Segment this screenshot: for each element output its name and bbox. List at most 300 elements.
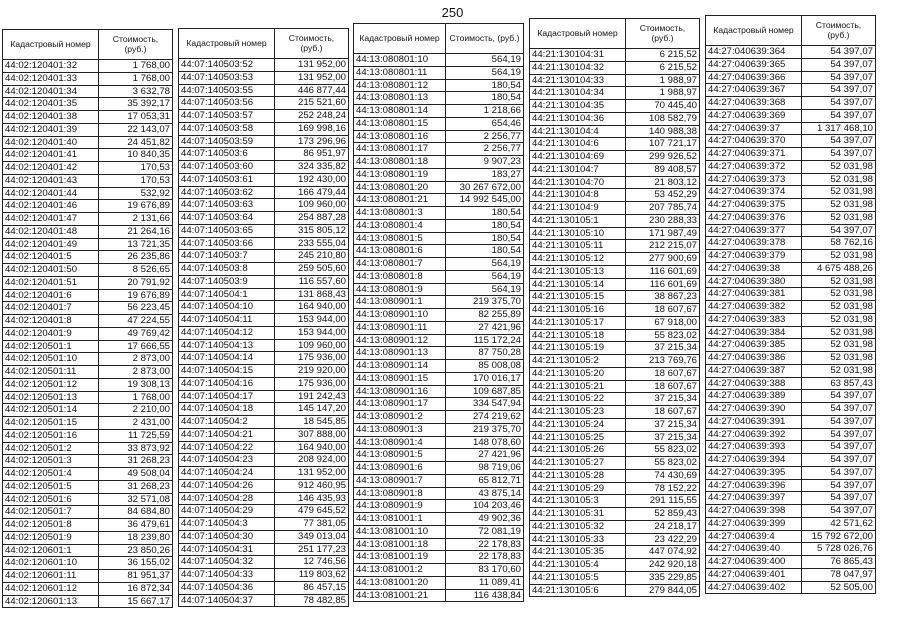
cost-value: 21 264,16 [99,225,173,238]
cadastral-number: 44:13:081001:19 [354,551,446,564]
cost-value: 86 457,15 [275,581,349,594]
cadastral-number: 44:13:080801:21 [354,194,446,207]
cadastral-number: 44:02:120601:1 [3,544,99,557]
cadastral-number: 44:21:130105:29 [530,482,626,495]
table-row [530,520,700,533]
cadastral-number: 44:21:130105:18 [530,329,626,342]
table-row [179,275,349,288]
cadastral-number: 44:27:040639:368 [706,97,802,110]
cadastral-number: 44:07:140504:3 [179,518,275,531]
cadastral-number: 44:27:040639:373 [706,173,802,186]
cost-value: 2 210,00 [99,404,173,417]
cost-value: 109 960,00 [275,339,349,352]
table-row [354,513,524,526]
cadastral-number: 44:07:140504:15 [179,365,275,378]
table-row [354,245,524,258]
table-row [530,329,700,342]
cadastral-number: 44:13:080801:11 [354,66,446,79]
cost-value: 11 089,41 [446,576,524,589]
cadastral-number: 44:07:140504:26 [179,479,275,492]
cadastral-number: 44:27:040639:37 [706,122,802,135]
cost-value: 54 397,07 [802,479,876,492]
cadastral-number: 44:27:040639:370 [706,135,802,148]
table-row [706,581,876,594]
table-row [3,162,173,175]
cadastral-number: 44:07:140503:65 [179,224,275,237]
table-row [3,302,173,315]
table-row [179,59,349,72]
table-row [179,365,349,378]
cost-value: 183,27 [446,168,524,181]
cost-value: 208 924,00 [275,454,349,467]
cost-value: 170,53 [99,174,173,187]
cadastral-number: 44:07:140503:64 [179,212,275,225]
cost-value: 36 155,02 [99,557,173,570]
cost-value: 55 823,02 [626,329,700,342]
table-row [179,492,349,505]
cost-value: 166 479,44 [275,186,349,199]
cadastral-number: 44:27:040639:377 [706,224,802,237]
table-row [354,219,524,232]
table-row [354,270,524,283]
cadastral-number: 44:27:040639:375 [706,199,802,212]
table-row [530,355,700,368]
cost-value: 307 888,00 [275,428,349,441]
cost-value: 564,19 [446,258,524,271]
cost-value: 180,54 [446,232,524,245]
cadastral-number: 44:02:120401:39 [3,123,99,136]
cost-value: 54 397,07 [802,46,876,59]
cost-value: 55 823,02 [626,444,700,457]
cadastral-number: 44:27:040639:40 [706,543,802,556]
cadastral-number: 44:27:040639:371 [706,148,802,161]
cost-value: 175 936,00 [275,352,349,365]
cadastral-number: 44:21:130105:19 [530,342,626,355]
cadastral-number: 44:02:120501:8 [3,519,99,532]
cadastral-number: 44:13:080801:17 [354,143,446,156]
cost-value: 70 445,40 [626,100,700,113]
cadastral-number: 44:21:130104:7 [530,163,626,176]
table-row [706,275,876,288]
cost-value: 78 482,85 [275,594,349,607]
cost-value: 18 607,67 [626,406,700,419]
cadastral-number: 44:21:130104:70 [530,176,626,189]
table-row [179,250,349,263]
table-row [354,347,524,360]
table-row [354,398,524,411]
table-row [530,571,700,584]
cadastral-number: 44:02:120501:13 [3,391,99,404]
cost-value: 2 256,77 [446,143,524,156]
cadastral-number: 44:27:040639:367 [706,84,802,97]
cadastral-number: 44:07:140503:6 [179,148,275,161]
table-row [706,97,876,110]
table-row [179,403,349,416]
cadastral-number: 44:21:130104:31 [530,49,626,62]
cadastral-number: 44:07:140503:57 [179,110,275,123]
cadastral-number: 44:21:130104:6 [530,138,626,151]
table-row [354,117,524,130]
cadastral-number: 44:27:040639:376 [706,211,802,224]
cadastral-number: 44:13:081001:10 [354,525,446,538]
cost-value: 207 785,74 [626,202,700,215]
table-row [530,367,700,380]
table-row [354,54,524,67]
table-row [706,352,876,365]
table-row [354,105,524,118]
table-row [354,181,524,194]
cost-value: 17 053,31 [99,111,173,124]
cadastral-number: 44:02:120401:5 [3,251,99,264]
cadastral-number: 44:13:080801:18 [354,156,446,169]
cost-value: 532,92 [99,187,173,200]
cost-value: 52 031,98 [802,160,876,173]
cadastral-number: 44:02:120401:50 [3,264,99,277]
cadastral-number: 44:27:040639:38 [706,262,802,275]
table-row [706,173,876,186]
cost-value: 24 451,82 [99,136,173,149]
cost-value: 54 397,07 [802,390,876,403]
cadastral-number: 44:21:130105:35 [530,546,626,559]
cost-value: 277 900,69 [626,253,700,266]
cost-value: 116 438,84 [446,589,524,602]
table-row [706,262,876,275]
table-row [179,122,349,135]
cost-value: 74 430,69 [626,469,700,482]
cadastral-number: 44:13:080801:10 [354,54,446,67]
table-row [530,316,700,329]
cadastral-number: 44:21:130105:14 [530,278,626,291]
cadastral-number: 44:07:140504:1 [179,288,275,301]
cadastral-number: 44:21:130105:27 [530,457,626,470]
cadastral-number: 44:07:140503:62 [179,186,275,199]
cost-value: 52 031,98 [802,364,876,377]
cost-value: 131 952,00 [275,467,349,480]
table-row [179,71,349,84]
table-row [354,385,524,398]
cadastral-number: 44:21:130105:26 [530,444,626,457]
table-row [3,582,173,595]
table-row [530,457,700,470]
cadastral-number: 44:02:120401:7 [3,302,99,315]
table-row [179,518,349,531]
cost-value: 19 676,89 [99,200,173,213]
cost-value: 912 460,95 [275,479,349,492]
table-row [3,264,173,277]
cadastral-number: 44:02:120401:32 [3,60,99,73]
cost-value: 180,54 [446,79,524,92]
cadastral-number: 44:27:040639:366 [706,71,802,84]
cost-value: 36 479,61 [99,519,173,532]
cadastral-number: 44:02:120401:8 [3,315,99,328]
cadastral-number: 44:13:080801:14 [354,105,446,118]
header-cost: Стоимость, (руб.) [802,16,876,46]
table-row [179,135,349,148]
table-row [354,525,524,538]
table-row [3,251,173,264]
cadastral-number: 44:21:130105:33 [530,533,626,546]
cadastral-number: 44:21:130104:69 [530,151,626,164]
table-row [706,301,876,314]
table-row [3,238,173,251]
cadastral-number: 44:21:130105:11 [530,240,626,253]
cost-value: 1 768,00 [99,72,173,85]
cost-value: 131 952,00 [275,59,349,72]
cost-value: 140 988,38 [626,125,700,138]
cadastral-number: 44:27:040639:369 [706,109,802,122]
table-row [354,564,524,577]
cost-value: 52 031,98 [802,211,876,224]
table-row [3,404,173,417]
table-row [530,584,700,597]
table-row [3,455,173,468]
cadastral-number: 44:27:040639:392 [706,428,802,441]
table-row [179,416,349,429]
table-row [706,428,876,441]
table-row [706,517,876,530]
table-row [354,360,524,373]
cadastral-number: 44:13:080901:5 [354,449,446,462]
table-row [179,352,349,365]
cost-value: 315 805,12 [275,224,349,237]
table-row [3,72,173,85]
cost-value: 49 508,04 [99,468,173,481]
cadastral-number: 44:07:140504:32 [179,556,275,569]
cost-value: 76 865,43 [802,556,876,569]
table-row [354,321,524,334]
cost-value: 564,19 [446,66,524,79]
cost-value: 15 667,17 [99,595,173,608]
cadastral-number: 44:13:080901:12 [354,334,446,347]
cost-value: 109 960,00 [275,199,349,212]
table-row [354,462,524,475]
table-row [354,143,524,156]
cost-value: 22 178,83 [446,538,524,551]
table-row [3,136,173,149]
header-cadastral: Кадастровый номер [3,30,99,60]
table-row [354,258,524,271]
cadastral-number: 44:07:140503:52 [179,59,275,72]
cost-value: 8 526,65 [99,264,173,277]
table-row [3,315,173,328]
cost-value: 65 812,71 [446,474,524,487]
table-row [706,250,876,263]
cost-value: 1 768,00 [99,391,173,404]
cadastral-number: 44:21:130104:36 [530,112,626,125]
table-row [3,595,173,608]
cadastral-number: 44:13:080901:11 [354,321,446,334]
cadastral-number: 44:21:130105:28 [530,469,626,482]
table-row [706,71,876,84]
cost-value: 170,53 [99,162,173,175]
table-row [530,265,700,278]
cost-value: 324 335,82 [275,161,349,174]
cadastral-table-4 [529,18,700,597]
table-row [530,74,700,87]
table-row [3,60,173,73]
cadastral-number: 44:02:120601:10 [3,557,99,570]
table-row [706,135,876,148]
table-row [354,334,524,347]
cadastral-table-5 [705,15,876,594]
cadastral-number: 44:27:040639:382 [706,301,802,314]
cadastral-number: 44:27:040639:393 [706,441,802,454]
cost-value: 86 951,97 [275,148,349,161]
cadastral-number: 44:13:080901:14 [354,360,446,373]
cadastral-table-3 [353,23,524,602]
cost-value: 5 728 026,76 [802,543,876,556]
table-row [3,570,173,583]
table-row [706,454,876,467]
cost-value: 564,19 [446,54,524,67]
cadastral-number: 44:27:040639:397 [706,492,802,505]
cadastral-number: 44:02:120401:44 [3,187,99,200]
table-row [3,353,173,366]
cost-value: 54 397,07 [802,97,876,110]
cadastral-number: 44:02:120501:11 [3,366,99,379]
cost-value: 85 008,08 [446,360,524,373]
cost-value: 52 031,98 [802,352,876,365]
cadastral-number: 44:13:080801:19 [354,168,446,181]
table-row [706,122,876,135]
table-row [530,342,700,355]
cost-value: 4 675 488,26 [802,262,876,275]
cadastral-number: 44:21:130105:32 [530,520,626,533]
cost-value: 19 676,89 [99,289,173,302]
table-row [530,546,700,559]
cadastral-number: 44:13:080801:9 [354,283,446,296]
cadastral-number: 44:07:140503:55 [179,84,275,97]
cost-value: 148 078,60 [446,436,524,449]
cost-value: 2 873,00 [99,366,173,379]
table-row [354,66,524,79]
cadastral-number: 44:27:040639:398 [706,505,802,518]
cost-value: 54 397,07 [802,148,876,161]
table-row [706,479,876,492]
table-row [530,202,700,215]
cost-value: 15 792 672,00 [802,530,876,543]
cost-value: 38 867,23 [626,291,700,304]
cadastral-number: 44:13:080901:1 [354,296,446,309]
cadastral-number: 44:07:140503:53 [179,71,275,84]
cost-value: 54 397,07 [802,71,876,84]
cadastral-number: 44:13:080901:2 [354,411,446,424]
table-row [706,403,876,416]
cost-value: 119 803,62 [275,569,349,582]
table-row [179,441,349,454]
cost-value: 22 178,83 [446,551,524,564]
cost-value: 349 013,04 [275,530,349,543]
cadastral-number: 44:02:120401:9 [3,327,99,340]
cost-value: 2 431,00 [99,417,173,430]
cost-value: 116 557,60 [275,275,349,288]
cost-value: 219 920,00 [275,365,349,378]
cost-value: 27 421,96 [446,321,524,334]
cadastral-number: 44:27:040639:365 [706,58,802,71]
cost-value: 18 239,80 [99,531,173,544]
table-row [179,84,349,97]
cost-value: 37 215,34 [626,393,700,406]
cadastral-number: 44:02:120501:7 [3,506,99,519]
cost-value: 146 435,93 [275,492,349,505]
table-row [179,428,349,441]
cost-value: 52 031,98 [802,313,876,326]
cost-value: 54 397,07 [802,84,876,97]
table-row [706,364,876,377]
table-row [3,417,173,430]
table-row [179,339,349,352]
cadastral-number: 44:21:130104:34 [530,87,626,100]
cost-value: 52 031,98 [802,275,876,288]
table-row [530,61,700,74]
cost-value: 215 521,60 [275,97,349,110]
cost-value: 116 601,69 [626,265,700,278]
cost-value: 22 143,07 [99,123,173,136]
cost-value: 16 872,34 [99,582,173,595]
cost-value: 180,54 [446,207,524,220]
cost-value: 299 926,52 [626,151,700,164]
cadastral-number: 44:07:140504:33 [179,569,275,582]
cost-value: 6 215,52 [626,49,700,62]
cost-value: 31 268,23 [99,480,173,493]
cost-value: 26 235,86 [99,251,173,264]
cost-value: 81 951,37 [99,570,173,583]
cadastral-number: 44:27:040639:394 [706,454,802,467]
cost-value: 212 215,07 [626,240,700,253]
cadastral-number: 44:27:040639:372 [706,160,802,173]
table-row [179,594,349,607]
cadastral-number: 44:07:140504:11 [179,314,275,327]
table-row [3,429,173,442]
table-row [354,309,524,322]
cost-value: 54 397,07 [802,505,876,518]
cadastral-number: 44:07:140503:59 [179,135,275,148]
cadastral-number: 44:07:140503:58 [179,122,275,135]
cadastral-number: 44:13:080901:13 [354,347,446,360]
table-row [179,314,349,327]
table-row [530,291,700,304]
cost-value: 245 210,80 [275,250,349,263]
table-row [354,194,524,207]
table-row [3,557,173,570]
cadastral-number: 44:13:080901:7 [354,474,446,487]
table-row [179,186,349,199]
table-row [3,519,173,532]
cadastral-number: 44:27:040639:4 [706,530,802,543]
table-row [3,442,173,455]
cadastral-number: 44:21:130105:25 [530,431,626,444]
cadastral-number: 44:27:040639:385 [706,339,802,352]
table-row [354,487,524,500]
cost-value: 54 397,07 [802,224,876,237]
table-row [179,479,349,492]
cost-value: 13 721,35 [99,238,173,251]
table-row [706,84,876,97]
cadastral-number: 44:02:120401:33 [3,72,99,85]
cost-value: 78 152,22 [626,482,700,495]
table-row [179,377,349,390]
table-row [3,493,173,506]
table-row [706,492,876,505]
cost-value: 252 248,24 [275,110,349,123]
table-row [179,224,349,237]
table-row [179,556,349,569]
cost-value: 11 725,59 [99,429,173,442]
cost-value: 72 081,19 [446,525,524,538]
table-row [354,500,524,513]
cost-value: 54 397,07 [802,492,876,505]
table-row [706,339,876,352]
